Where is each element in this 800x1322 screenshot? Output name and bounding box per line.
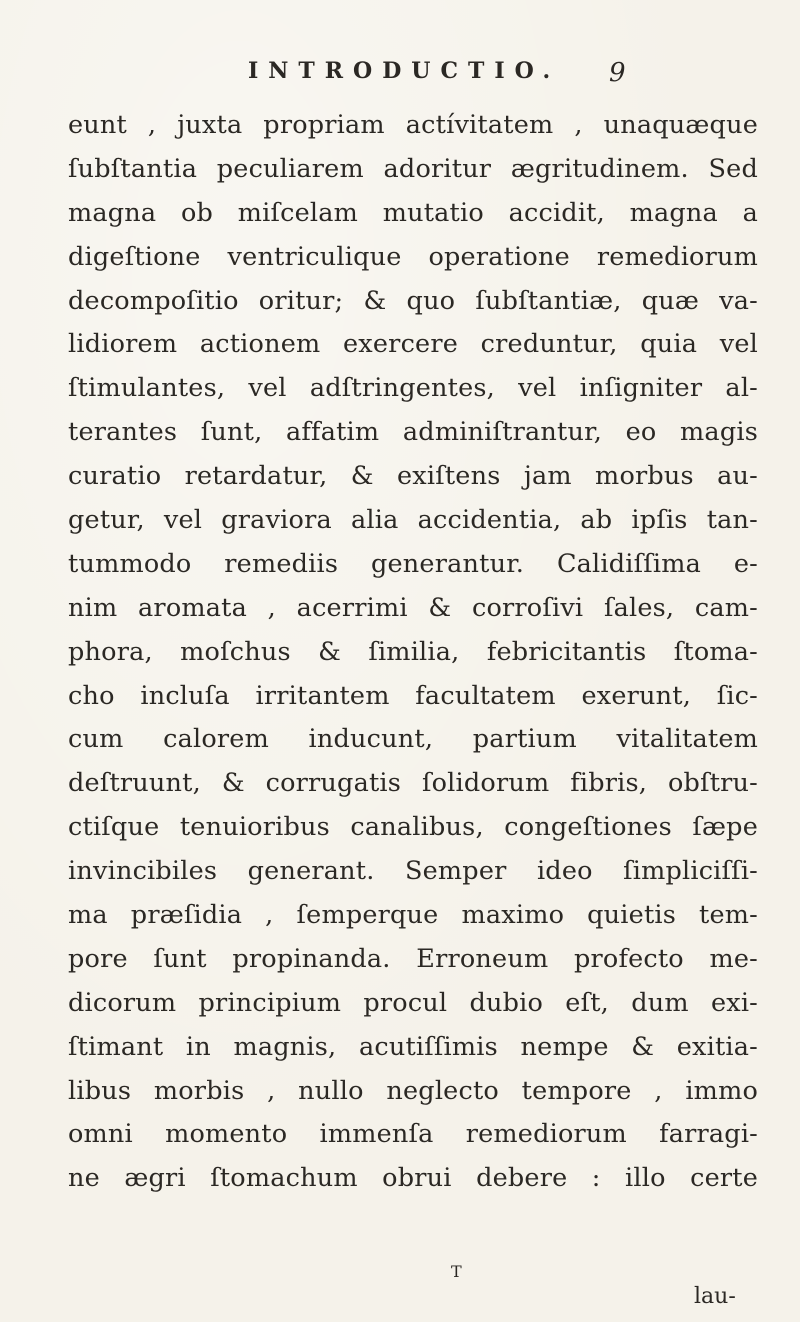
- text-line: digeſtione ventriculique operatione remediorum: [68, 241, 758, 272]
- signature-mark: T: [451, 1262, 462, 1281]
- text-line: cum calorem inducunt, partium vitalitatem: [68, 724, 758, 755]
- text-line: eunt , juxta propriam actívitatem , unaquæque: [68, 110, 758, 140]
- page-header: [0, 56, 800, 96]
- text-line: invincibiles generant. Semper ideo ſimpliciſſi-: [68, 856, 758, 887]
- text-line: cho incluſa irritantem facultatem exerunt, ſic-: [68, 680, 758, 711]
- text-line: decompoſitio oritur; & quo ſubſtantiæ, quæ va-: [68, 285, 758, 316]
- text-line: ma præſidia , ſemperque maximo quietis tem-: [68, 900, 758, 931]
- text-line: lidiorem actionem exercere creduntur, quia vel: [68, 329, 758, 360]
- text-line: ſtimulantes, vel adſtringentes, vel inſigniter al-: [68, 373, 758, 404]
- text-line: ctiſque tenuioribus canalibus, congeſtiones ſæpe: [68, 812, 758, 843]
- text-line: tummodo remediis generantur. Calidiſſima e-: [68, 548, 758, 579]
- text-line: getur, vel graviora alia accidentia, ab ipſis tan-: [68, 505, 758, 536]
- text-line: pore ſunt propinanda. Erroneum profecto me-: [68, 943, 758, 974]
- text-line: terantes ſunt, affatim adminiſtrantur, eo magis: [68, 417, 758, 448]
- text-line: deſtruunt, & corrugatis ſolidorum fibris, obſtru-: [68, 768, 758, 799]
- text-line: ſtimant in magnis, acutiſſimis nempe & exitia-: [68, 1031, 758, 1062]
- page-number: 9: [609, 58, 626, 88]
- text-line: magna ob miſcelam mutatio accidit, magna a: [68, 197, 758, 228]
- running-head: INTRODUCTIO.: [248, 58, 561, 84]
- text-line: nim aromata , acerrimi & corroſivi ſales, cam-: [68, 592, 758, 623]
- body-text: [68, 104, 758, 1201]
- text-line: libus morbis , nullo neglecto tempore , immo: [68, 1075, 758, 1106]
- text-line: curatio retardatur, & exiſtens jam morbus au-: [68, 461, 758, 492]
- text-line: ne ægri ſtomachum obrui debere : illo certe: [68, 1163, 758, 1194]
- catchword: lau-: [694, 1284, 736, 1309]
- text-line: ſubſtantia peculiarem adoritur ægritudinem. Sed: [68, 153, 758, 184]
- text-line: phora, moſchus & ſimilia, febricitantis ſtoma-: [68, 636, 758, 667]
- text-line: dicorum principium procul dubio eſt, dum exi-: [68, 987, 758, 1018]
- text-line: omni momento immenſa remediorum farragi-: [68, 1119, 758, 1150]
